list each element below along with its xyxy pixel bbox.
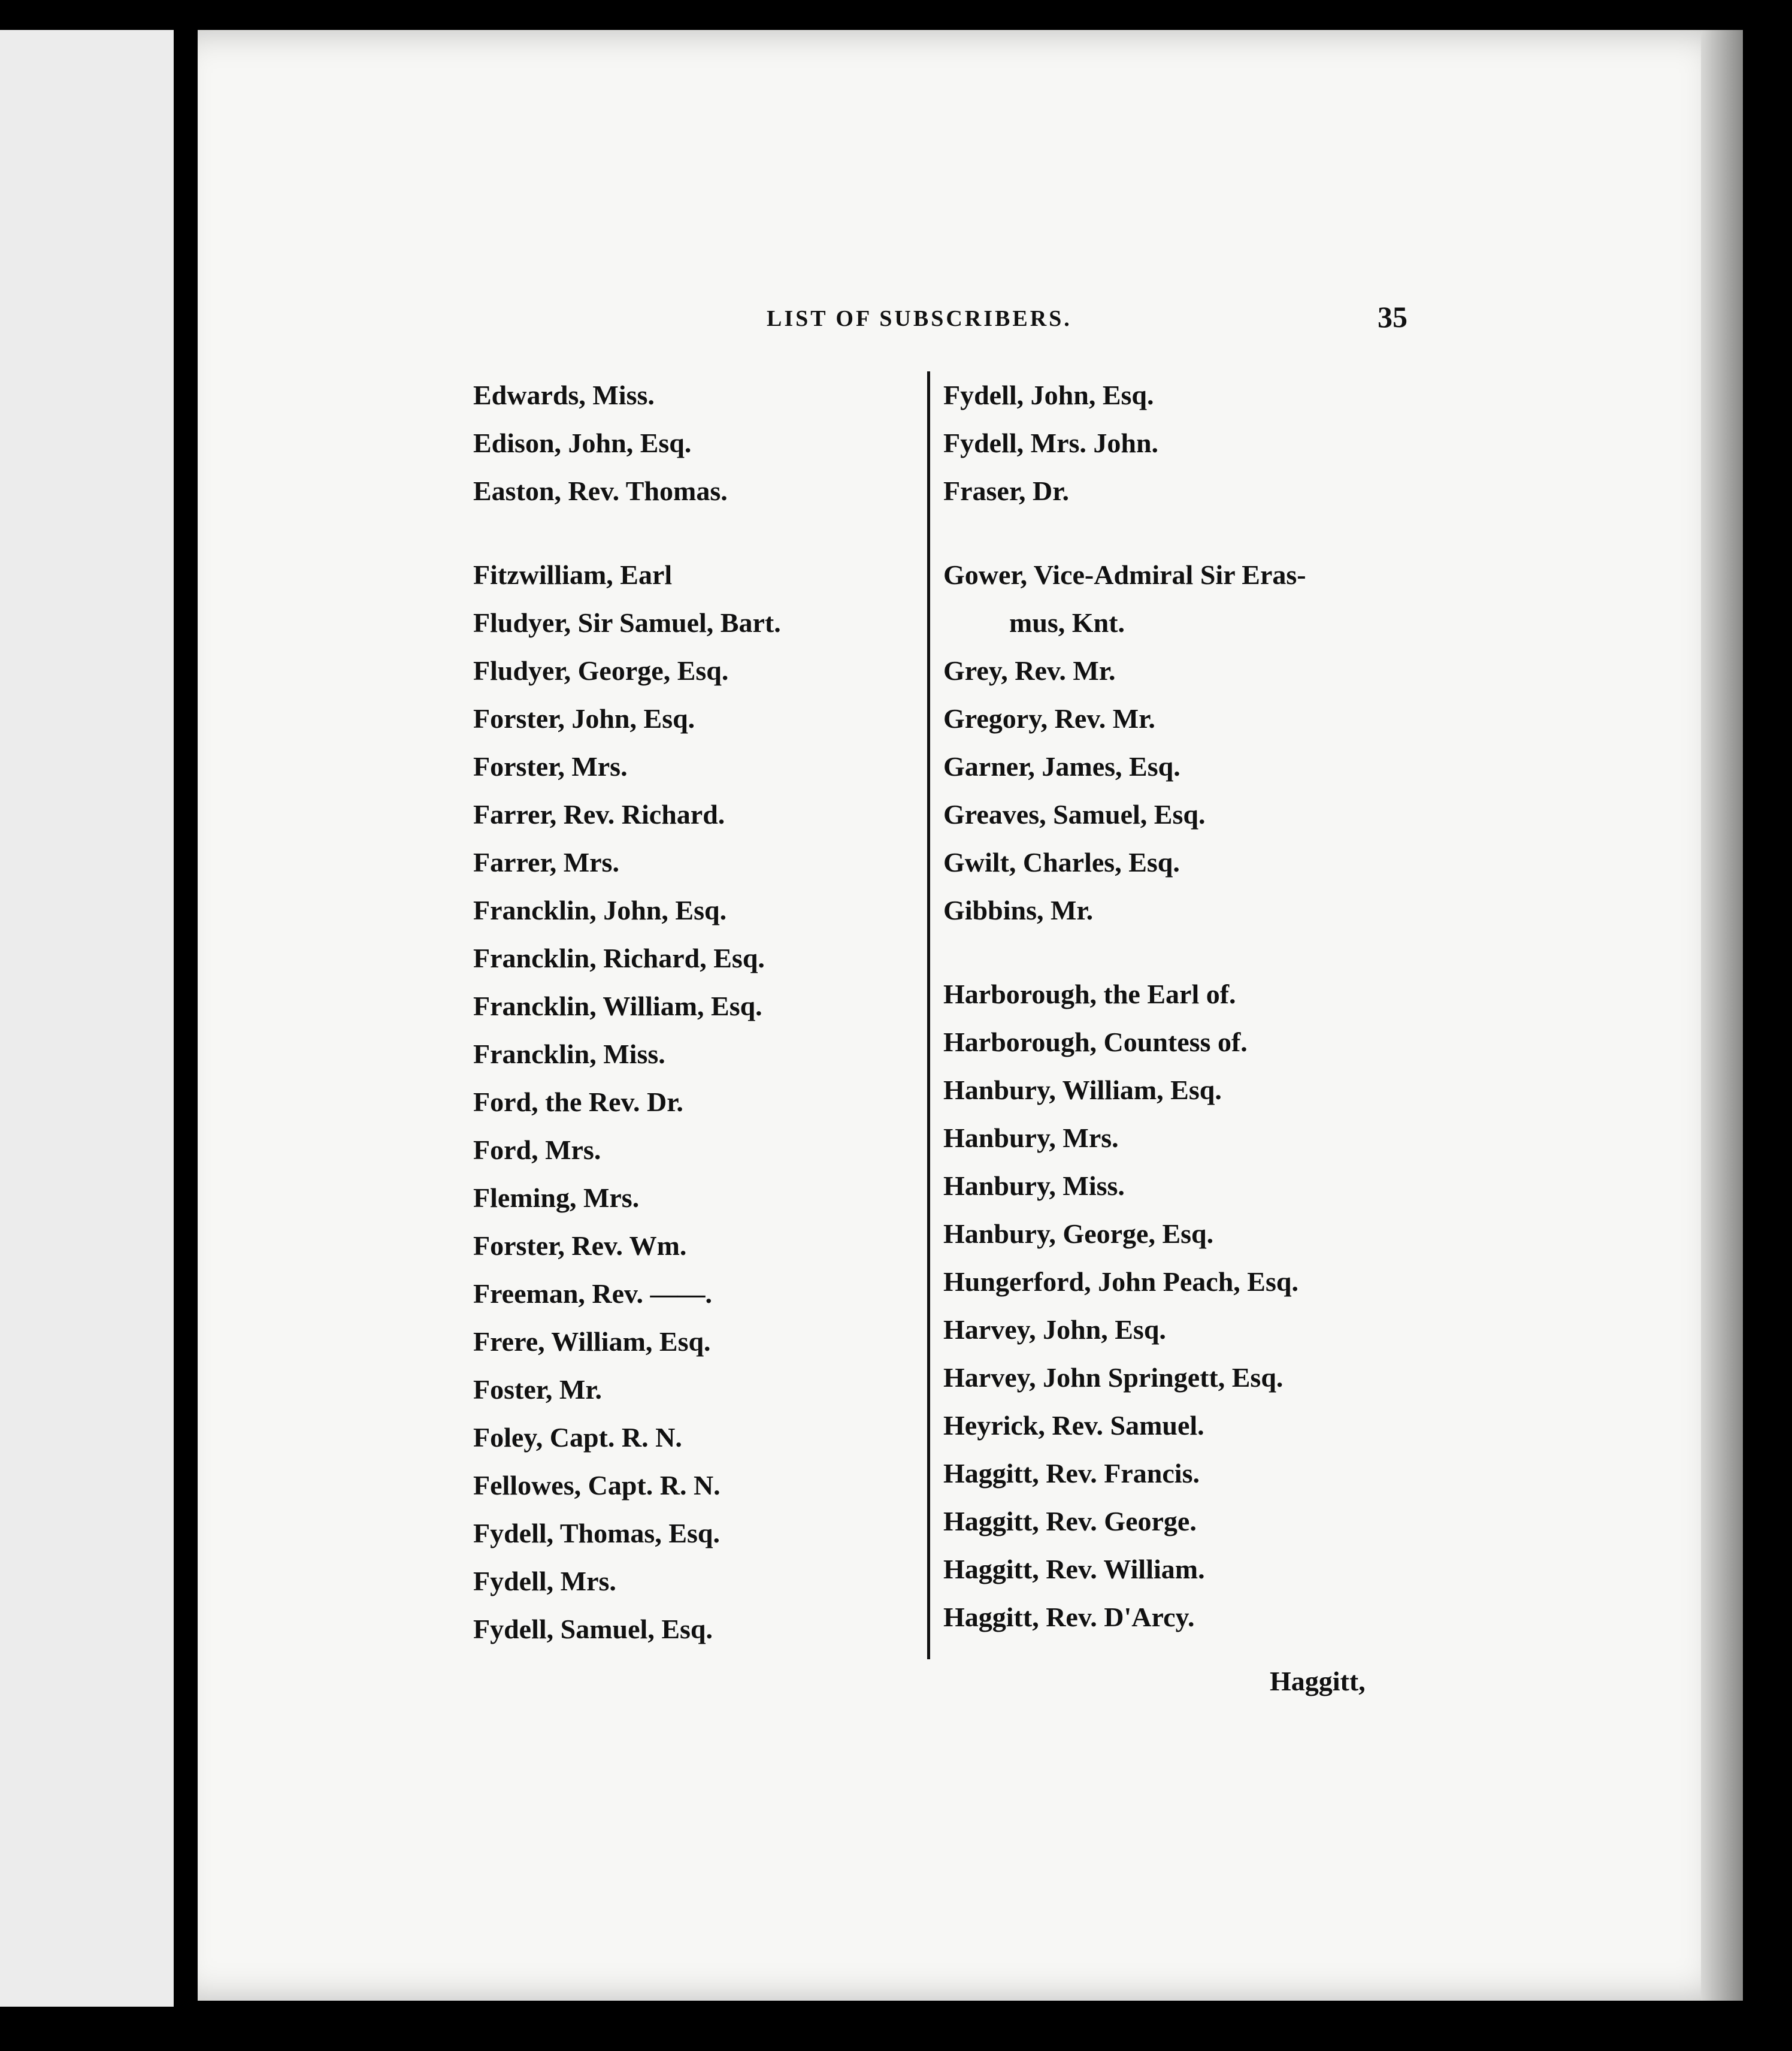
subscriber-entry: Francklin, Richard, Esq.	[473, 943, 765, 973]
subscriber-entry: Haggitt, Rev. Francis.	[943, 1458, 1200, 1489]
subscriber-entry: Forster, Mrs.	[473, 751, 628, 782]
subscriber-column-right	[943, 371, 1399, 1641]
subscriber-entry: Hanbury, William, Esq.	[943, 1075, 1222, 1105]
subscriber-entry: Gower, Vice-Admiral Sir Eras-	[943, 559, 1306, 590]
catchword: Haggitt,	[1270, 1666, 1366, 1696]
subscriber-entry: Hanbury, George, Esq.	[943, 1218, 1214, 1249]
subscriber-entry: Fydell, John, Esq.	[943, 380, 1154, 410]
page-fore-edge	[1701, 30, 1743, 2001]
subscriber-entry: Francklin, John, Esq.	[473, 895, 727, 925]
subscriber-entry: Foley, Capt. R. N.	[473, 1422, 682, 1453]
section-gap	[943, 934, 1399, 970]
subscriber-entry: Haggitt, Rev. William.	[943, 1554, 1205, 1584]
subscriber-entry: Fraser, Dr.	[943, 476, 1069, 506]
subscriber-entry: Fydell, Mrs. John.	[943, 428, 1159, 458]
subscriber-entry: Greaves, Samuel, Esq.	[943, 799, 1206, 830]
subscriber-entry: Fludyer, Sir Samuel, Bart.	[473, 607, 781, 638]
subscriber-entry: Harvey, John, Esq.	[943, 1314, 1166, 1345]
facing-page-edge	[0, 30, 174, 2007]
subscriber-entry: Harborough, the Earl of.	[943, 979, 1236, 1009]
subscriber-entry: Harborough, Countess of.	[943, 1027, 1248, 1057]
subscriber-entry: Gwilt, Charles, Esq.	[943, 847, 1180, 878]
subscriber-entry: mus, Knt.	[1009, 607, 1125, 638]
subscriber-entry: Fellowes, Capt. R. N.	[473, 1470, 721, 1501]
subscriber-entry: Heyrick, Rev. Samuel.	[943, 1410, 1204, 1441]
subscriber-entry: Harvey, John Springett, Esq.	[943, 1362, 1284, 1393]
subscriber-entry: Francklin, Miss.	[473, 1039, 665, 1069]
subscriber-entry: Hungerford, John Peach, Esq.	[943, 1266, 1298, 1297]
running-header	[569, 300, 1407, 347]
subscriber-entry: Gibbins, Mr.	[943, 895, 1094, 925]
subscriber-entry: Easton, Rev. Thomas.	[473, 476, 728, 506]
subscriber-entry: Fydell, Thomas, Esq.	[473, 1518, 720, 1548]
column-divider	[927, 371, 930, 1659]
subscriber-entry: Forster, Rev. Wm.	[473, 1230, 687, 1261]
section-gap	[473, 515, 928, 551]
subscriber-entry: Frere, William, Esq.	[473, 1326, 711, 1357]
subscriber-entry: Farrer, Mrs.	[473, 847, 619, 878]
page-number: 35	[1378, 300, 1407, 334]
subscriber-entry: Hanbury, Mrs.	[943, 1123, 1119, 1153]
subscriber-entry: Forster, John, Esq.	[473, 703, 695, 734]
subscriber-entry: Haggitt, Rev. D'Arcy.	[943, 1602, 1195, 1632]
subscriber-entry: Francklin, William, Esq.	[473, 991, 762, 1021]
subscriber-entry: Farrer, Rev. Richard.	[473, 799, 725, 830]
subscriber-entry: Freeman, Rev. ——.	[473, 1278, 713, 1309]
subscriber-entry: Fleming, Mrs.	[473, 1182, 640, 1213]
header-title: LIST OF SUBSCRIBERS.	[767, 306, 1072, 331]
subscriber-entry: Ford, Mrs.	[473, 1135, 601, 1165]
subscriber-entry: Fydell, Samuel, Esq.	[473, 1614, 713, 1644]
subscriber-entry: Edwards, Miss.	[473, 380, 655, 410]
subscriber-entry: Fitzwilliam, Earl	[473, 559, 673, 590]
subscriber-entry: Fludyer, George, Esq.	[473, 655, 729, 686]
subscriber-entry: Ford, the Rev. Dr.	[473, 1087, 683, 1117]
subscriber-entry: Grey, Rev. Mr.	[943, 655, 1116, 686]
subscriber-column-left	[473, 371, 928, 1653]
subscriber-entry: Garner, James, Esq.	[943, 751, 1180, 782]
subscriber-entry: Fydell, Mrs.	[473, 1566, 616, 1596]
section-gap	[943, 515, 1399, 551]
subscriber-entry: Gregory, Rev. Mr.	[943, 703, 1155, 734]
subscriber-entry: Haggitt, Rev. George.	[943, 1506, 1197, 1536]
subscriber-entry: Edison, John, Esq.	[473, 428, 692, 458]
subscriber-entry: Hanbury, Miss.	[943, 1170, 1125, 1201]
subscriber-entry: Foster, Mr.	[473, 1374, 603, 1405]
